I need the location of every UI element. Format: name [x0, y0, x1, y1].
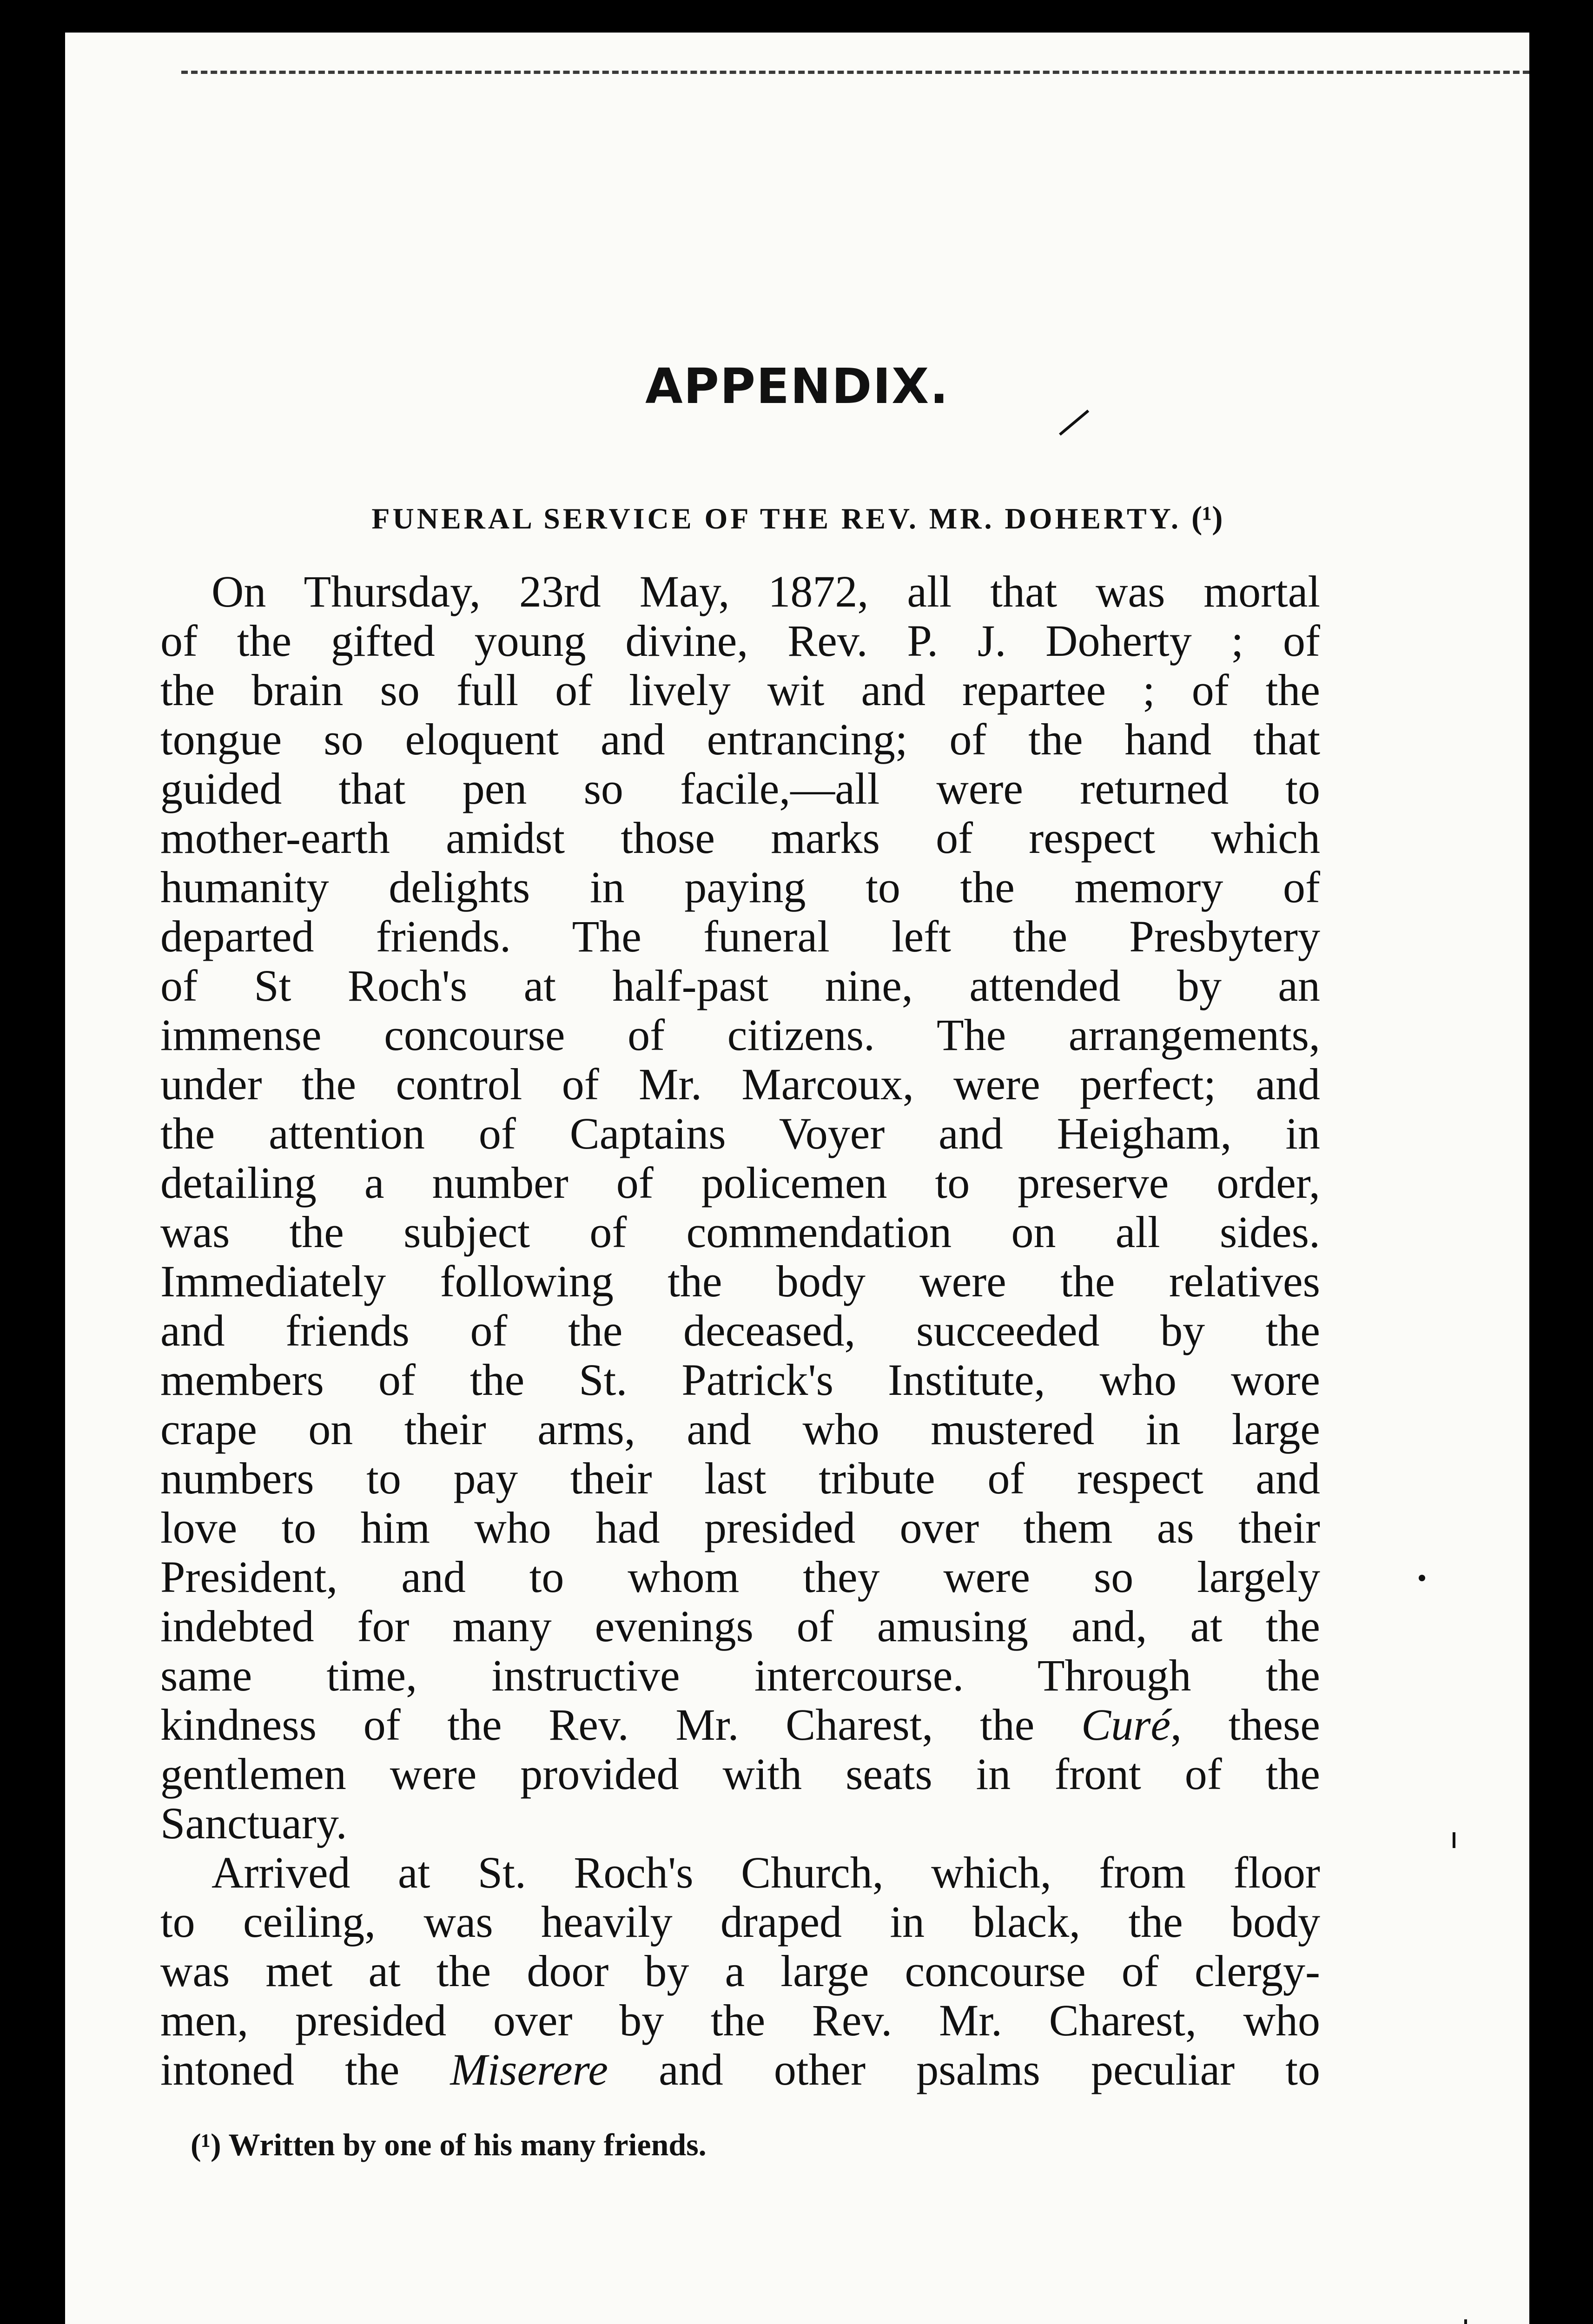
body-line: and friends of the deceased, succeeded by the [160, 1306, 1320, 1355]
body-line: under the control of Mr. Marcoux, were perfect; and [160, 1059, 1320, 1109]
body-line: gentlemen were provided with seats in front of the [160, 1749, 1320, 1799]
document-page [65, 33, 1529, 2324]
body-line: crape on their arms, and who mustered in large [160, 1404, 1320, 1454]
body-line: President, and to whom they were so largely [160, 1552, 1320, 1602]
subheading-footnote-ref: (¹) [1191, 500, 1223, 536]
body-line: detailing a number of policemen to preserve order, [160, 1158, 1320, 1208]
right-edge-tick-mark [1453, 1832, 1455, 1848]
footnote: (¹) Written by one of his many friends. [191, 2127, 707, 2162]
body-line: was the subject of commendation on all sides. [160, 1207, 1320, 1257]
appendix-heading: APPENDIX. [645, 358, 949, 415]
body-line: the brain so full of lively wit and repartee ; of the [160, 665, 1320, 715]
body-line: immense concourse of citizens. The arrangements, [160, 1010, 1320, 1060]
top-edge-rule [181, 71, 1529, 74]
body-line: intoned the Miserere and other psalms peculiar to [160, 2045, 1321, 2094]
body-line: to ceiling, was heavily draped in black, the body [160, 1897, 1320, 1947]
body-line: members of the St. Patrick's Institute, who wore [160, 1355, 1320, 1405]
body-line: Sanctuary. [160, 1798, 347, 1848]
body-line: Arrived at St. Roch's Church, which, from floor [212, 1848, 1320, 1897]
right-margin-dot [1419, 1575, 1425, 1581]
section-subheading [65, 500, 1529, 537]
body-line: mother-earth amidst those marks of respect which [160, 813, 1320, 863]
body-line: men, presided over by the Rev. Mr. Charest, who [160, 1995, 1320, 2045]
body-line: same time, instructive intercourse. Through the [160, 1651, 1320, 1700]
body-line: of St Roch's at half-past nine, attended by an [160, 961, 1320, 1010]
body-line: humanity delights in paying to the memory of [160, 862, 1320, 912]
body-line: numbers to pay their last tribute of respect and [160, 1453, 1320, 1503]
body-line: love to him who had presided over them as their [160, 1503, 1320, 1552]
right-edge-bottom-mark [1464, 2319, 1467, 2324]
body-line: the attention of Captains Voyer and Heigham, in [160, 1109, 1320, 1158]
body-line: departed friends. The funeral left the Presbytery [160, 911, 1320, 961]
body-line: Immediately following the body were the relatives [160, 1256, 1320, 1306]
body-line: guided that pen so facile,—all were returned to [160, 764, 1320, 813]
body-line: of the gifted young divine, Rev. P. J. Doherty ; of [160, 616, 1320, 666]
body-line: indebted for many evenings of amusing and, at the [160, 1601, 1320, 1651]
body-line: was met at the door by a large concourse of clergy- [160, 1946, 1320, 1996]
subheading-text: FUNERAL SERVICE OF THE REV. MR. DOHERTY. [371, 502, 1181, 535]
body-line: On Thursday, 23rd May, 1872, all that was mortal [212, 567, 1320, 616]
body-line: kindness of the Rev. Mr. Charest, the Curé, these [160, 1700, 1321, 1750]
appendix-body-text [160, 567, 1320, 2094]
body-line: tongue so eloquent and entrancing; of the hand that [160, 714, 1320, 764]
